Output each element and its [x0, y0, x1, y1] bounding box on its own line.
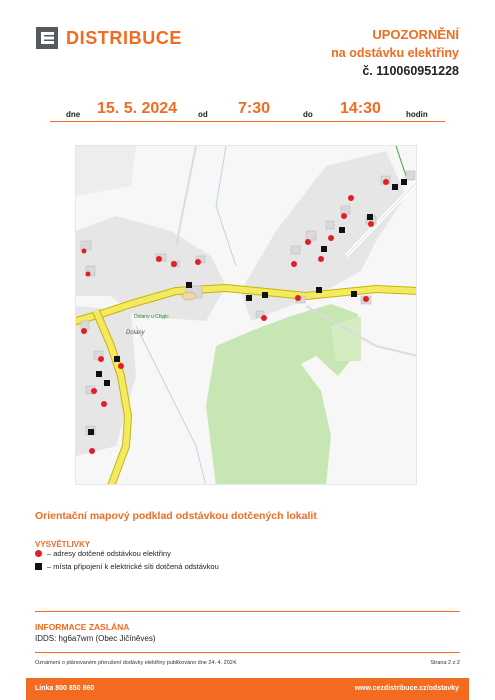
connection-point-icon	[351, 291, 357, 297]
address-dot-icon	[295, 295, 301, 301]
map-area-label: Dolany	[126, 330, 145, 336]
address-dot-icon	[348, 195, 354, 201]
connection-point-icon	[104, 380, 110, 386]
map-place-label: Dolany u Chyjic	[134, 314, 169, 320]
cez-logo	[36, 27, 182, 49]
map-caption: Orientační mapový podklad odstávkou dotčených lokalit	[35, 510, 317, 522]
address-dot-icon	[261, 315, 267, 321]
to-time: 14:30	[340, 100, 381, 117]
connection-point-icon	[35, 563, 42, 570]
legend-item-address	[35, 549, 171, 558]
hotline-phone[interactable]: Linka 800 850 860	[35, 685, 95, 692]
connection-point-icon	[262, 292, 268, 298]
address-dot-icon	[363, 296, 369, 302]
legend-address-text: – adresy dotčené odstávkou elektřiny	[47, 549, 171, 558]
notice-title: UPOZORNĚNÍ	[372, 27, 459, 42]
address-dot-icon	[383, 179, 389, 185]
legend-connection-text: – místa připojení k elektrické síti dotčená odstávkou	[47, 562, 219, 571]
legend-title: VYSVĚTLIVKY	[35, 540, 91, 549]
connection-point-icon	[96, 371, 102, 377]
outage-map	[75, 145, 417, 485]
address-dot-icon	[171, 261, 177, 267]
address-dot-icon	[81, 328, 87, 334]
logo-text: DISTRIBUCE	[66, 27, 183, 48]
pond-marker	[182, 292, 196, 300]
page-number: Strana 2 z 2	[430, 660, 460, 666]
connection-point-icon	[88, 429, 94, 435]
address-dot-icon	[86, 272, 91, 277]
to-label: do	[303, 110, 313, 119]
from-label: od	[198, 110, 208, 119]
connection-point-icon	[246, 295, 252, 301]
address-dot-icon	[156, 256, 162, 262]
publication-note: Oznámení o plánovaném přerušení dodávky elektřiny publikováno dne 24. 4. 2024.	[35, 660, 238, 666]
connection-point-icon	[367, 214, 373, 220]
footer-bar	[26, 678, 469, 700]
notice-number: č. 110060951228	[362, 64, 459, 78]
address-dot-icon	[368, 221, 374, 227]
map-canvas	[76, 146, 417, 485]
website-link[interactable]: www.cezdistribuce.cz/odstavky	[354, 685, 459, 692]
divider	[35, 611, 460, 612]
connection-point-icon	[316, 287, 322, 293]
address-dot-icon	[101, 401, 107, 407]
notice-header	[331, 26, 459, 80]
schedule-row	[50, 100, 445, 122]
address-dot-icon	[98, 356, 104, 362]
connection-point-icon	[114, 356, 120, 362]
address-dot-icon	[35, 550, 42, 557]
address-dot-icon	[318, 256, 324, 262]
address-dot-icon	[118, 363, 124, 369]
address-dot-icon	[195, 259, 201, 265]
connection-point-icon	[321, 246, 327, 252]
address-dot-icon	[91, 388, 97, 394]
address-dot-icon	[82, 249, 87, 254]
connection-point-icon	[401, 179, 407, 185]
hours-label: hodin	[406, 110, 428, 119]
outage-date: 15. 5. 2024	[97, 100, 178, 117]
connection-point-icon	[392, 184, 398, 190]
address-dot-icon	[305, 239, 311, 245]
divider	[35, 652, 460, 653]
address-dot-icon	[328, 235, 334, 241]
info-title: INFORMACE ZASLÁNA	[35, 622, 130, 632]
connection-point-icon	[186, 282, 192, 288]
info-text: IDDS: hg6a7wm (Obec Jičíněves)	[35, 634, 156, 643]
address-dot-icon	[341, 213, 347, 219]
connection-point-icon	[339, 227, 345, 233]
notice-subtitle: na odstávku elektřiny	[331, 46, 459, 60]
from-time: 7:30	[238, 100, 271, 117]
cez-logo-icon	[36, 27, 58, 49]
date-label: dne	[66, 110, 81, 119]
address-dot-icon	[89, 448, 95, 454]
legend-item-connection	[35, 562, 219, 571]
address-dot-icon	[291, 261, 297, 267]
